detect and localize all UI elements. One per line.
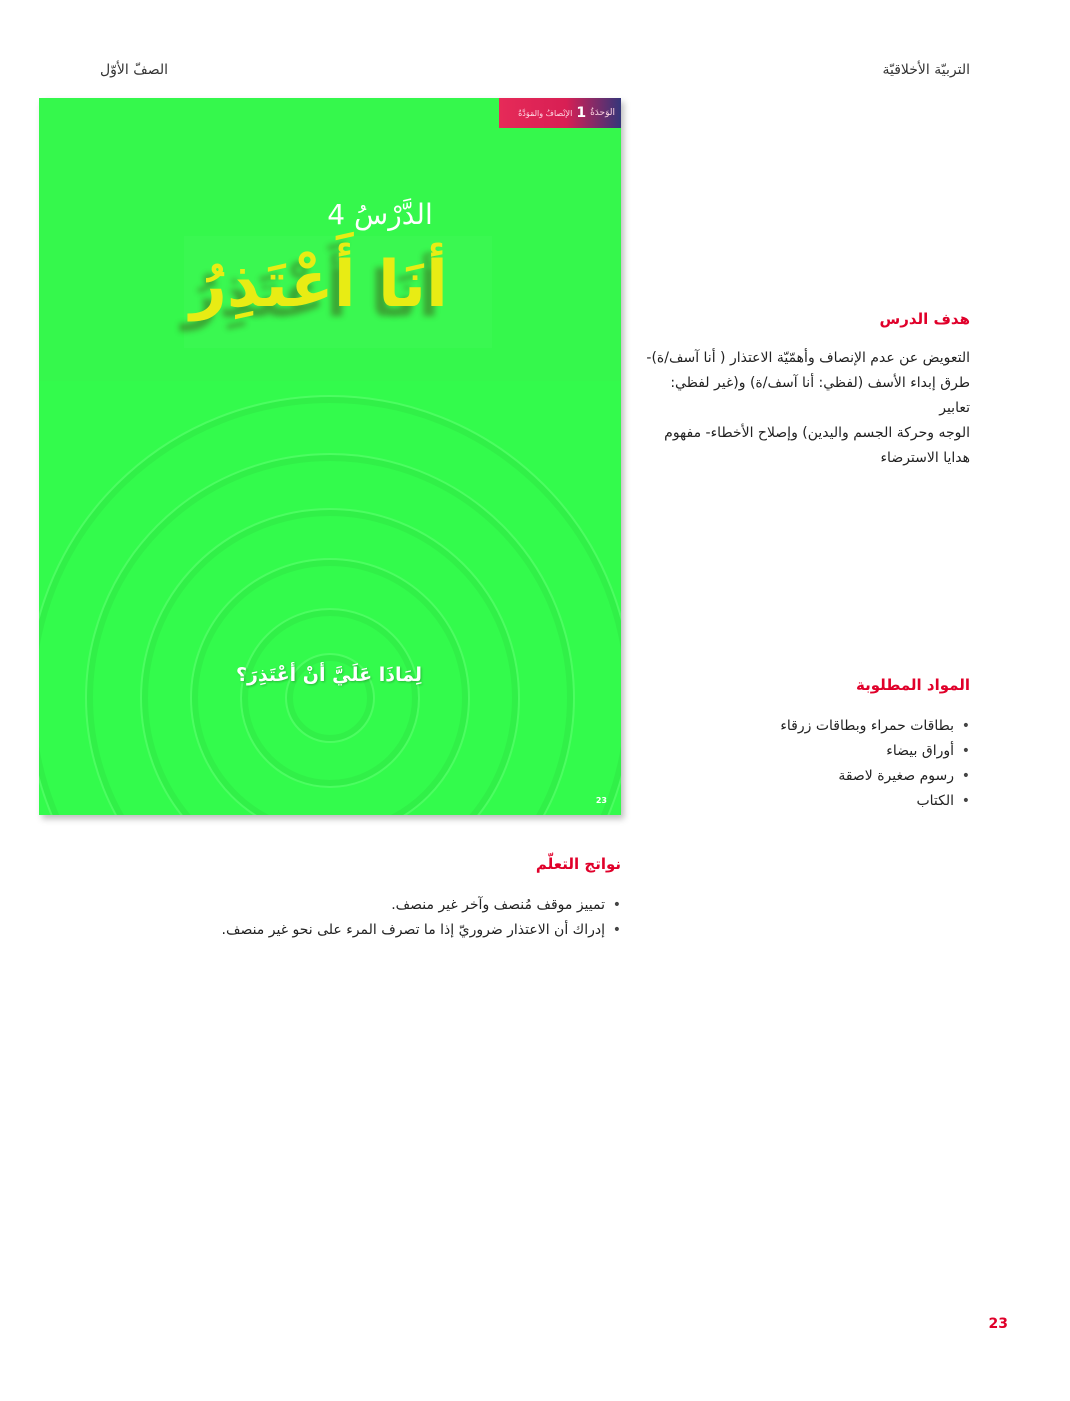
outcomes-list	[221, 893, 621, 943]
lesson-goal-line: طرق إبداء الأسف (لفظي: أنا آسف/ة) و(غير لفظي: تعابير	[670, 375, 970, 416]
materials-section	[640, 676, 970, 814]
lesson-goal-line: الوجه وحركة الجسم واليدين) وإصلاح الأخطاء- مفهوم	[664, 425, 970, 441]
unit-name: الإنْصافُ والمَوَدَّةُ	[518, 108, 573, 118]
lesson-cover-image	[39, 98, 621, 815]
page-number: 23	[988, 1316, 1008, 1332]
lesson-goal-line: التعويض عن عدم الإنصاف وأهمّيّة الاعتذار ( أنا آسف/ة)-	[646, 350, 970, 366]
list-item: • إدراك أن الاعتذار ضروريّ إذا ما تصرف المرء على نحو غير منصف.	[221, 918, 621, 943]
lesson-title: أنَا أَعْتَذِرُ	[190, 248, 448, 322]
list-item: • الكتاب	[640, 789, 970, 814]
cover-page-number: 23	[595, 796, 607, 805]
outcomes-title: نواتج التعلّم	[535, 855, 621, 873]
list-item: • بطاقات حمراء وبطاقات زرقاء	[640, 714, 970, 739]
lesson-goal-line: هدايا الاسترضاء	[880, 450, 970, 466]
lesson-label: الدَّرْسُ 4	[327, 198, 433, 231]
list-item: • رسوم صغيرة لاصقة	[640, 764, 970, 789]
lesson-goal-text	[640, 346, 970, 471]
materials-list	[640, 714, 970, 814]
lesson-goal-title: هدف الدرس	[879, 310, 970, 328]
subject-header: التربيّة الأخلاقيّة	[882, 62, 970, 78]
list-item: • تمييز موقف مُنصف وآخر غير منصف.	[221, 893, 621, 918]
grade-header: الصفّ الأوّل	[100, 62, 169, 78]
materials-title: المواد المطلوبة	[856, 676, 970, 694]
lesson-question: لِمَاذَا عَلَيَّ أنْ أعْتَذِرَ؟	[236, 664, 422, 686]
unit-ribbon	[499, 98, 621, 128]
unit-number: 1	[576, 105, 587, 121]
outcomes-section	[221, 855, 621, 943]
list-item: • أوراق بيضاء	[640, 739, 970, 764]
lesson-goal-section	[640, 310, 970, 471]
unit-word: الوَحدَةُ	[590, 108, 615, 118]
